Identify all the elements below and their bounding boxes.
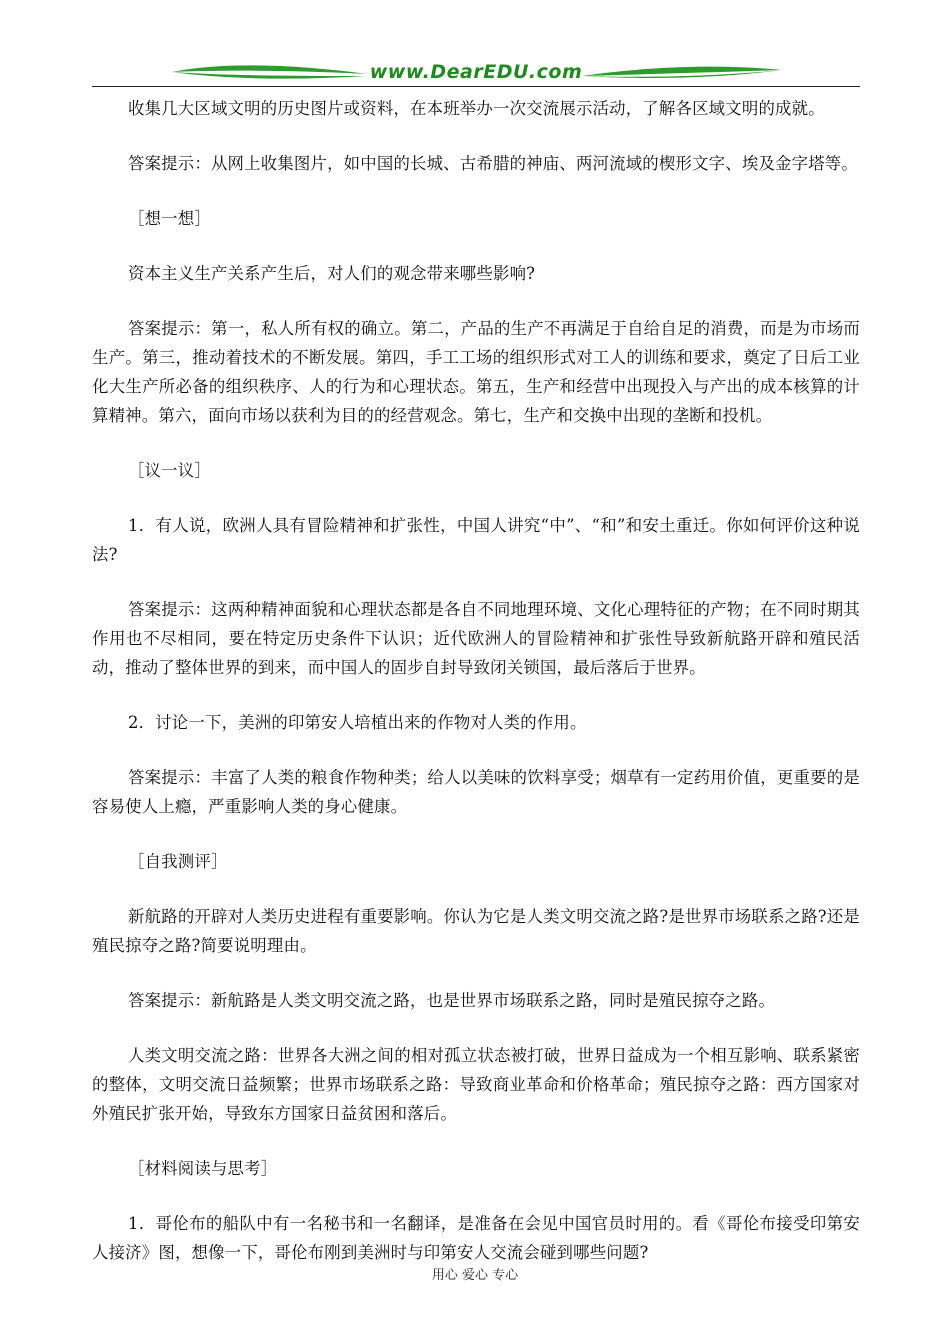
- paragraph: 答案提示：从网上收集图片，如中国的长城、古希腊的神庙、两河流域的楔形文字、埃及金字塔等。: [128, 154, 858, 173]
- section-heading: ［材料阅读与思考］: [128, 1159, 278, 1178]
- section-heading: ［议一议］: [128, 461, 211, 480]
- paragraph: 1．哥伦布的船队中有一名秘书和一名翻译，是准备在会见中国官员时用的。看《哥伦布接受印第安人接济》图，想像一下，哥伦布刚到美洲时与印第安人交流会碰到哪些问题?: [92, 1214, 860, 1262]
- site-name[interactable]: www.DearEDU.com: [369, 61, 583, 83]
- paragraph: 资本主义生产关系产生后，对人们的观念带来哪些影响?: [128, 264, 536, 283]
- header-divider: [92, 86, 860, 87]
- paragraph: 2．讨论一下，美洲的印第安人培植出来的作物对人类的作用。: [128, 713, 587, 732]
- paragraph: 答案提示：丰富了人类的粮食作物种类；给人以美味的饮料享受；烟草有一定药用价值，更重要的是容易使人上瘾，严重影响人类的身心健康。: [92, 768, 860, 816]
- section-heading: ［想一想］: [128, 209, 211, 228]
- page-header: [92, 58, 860, 90]
- paragraph: 人类文明交流之路：世界各大洲之间的相对孤立状态被打破，世界日益成为一个相互影响、联系紧密的整体，文明交流日益频繁；世界市场联系之路：导致商业革命和价格革命；殖民掠夺之路：西方国家对外殖民扩张开始，导致东方国家日益贫困和落后。: [92, 1046, 860, 1123]
- paragraph: 收集几大区域文明的历史图片或资料，在本班举办一次交流展示活动，了解各区域文明的成就。: [128, 99, 825, 118]
- document-body: [92, 94, 860, 1293]
- paragraph: 新航路的开辟对人类历史进程有重要影响。你认为它是人类文明交流之路?是世界市场联系之路?还是殖民掠夺之路?简要说明理由。: [92, 907, 860, 955]
- paragraph: 答案提示：这两种精神面貌和心理状态都是各自不同地理环境、文化心理特征的产物；在不同时期其作用也不尽相同，要在特定历史条件下认识；近代欧洲人的冒险精神和扩张性导致新航路开辟和殖民活动，推动了整体世界的到来，而中国人的固步自封导致闭关锁国，最后落后于世界。: [92, 600, 860, 677]
- page-footer: 用心 爱心 专心: [431, 1268, 519, 1283]
- section-heading: ［自我测评］: [128, 852, 228, 871]
- paragraph: 答案提示：第一，私人所有权的确立。第二，产品的生产不再满足于自给自足的消费，而是为市场而生产。第三，推动着技术的不断发展。第四，手工工场的组织形式对工人的训练和要求，奠定了日后工业化大生产所必备的组织秩序、人的行为和心理状态。第五，生产和经营中出现投入与产出的成本核算的计算精神。第六，面向市场以获利为目的的经营观念。第七，生产和交换中出现的垄断和投机。: [92, 319, 860, 425]
- paragraph: 答案提示：新航路是人类文明交流之路，也是世界市场联系之路，同时是殖民掠夺之路。: [128, 991, 776, 1010]
- paragraph: 1．有人说，欧洲人具有冒险精神和扩张性，中国人讲究“中”、“和”和安土重迁。你如何评价这种说法?: [92, 516, 860, 564]
